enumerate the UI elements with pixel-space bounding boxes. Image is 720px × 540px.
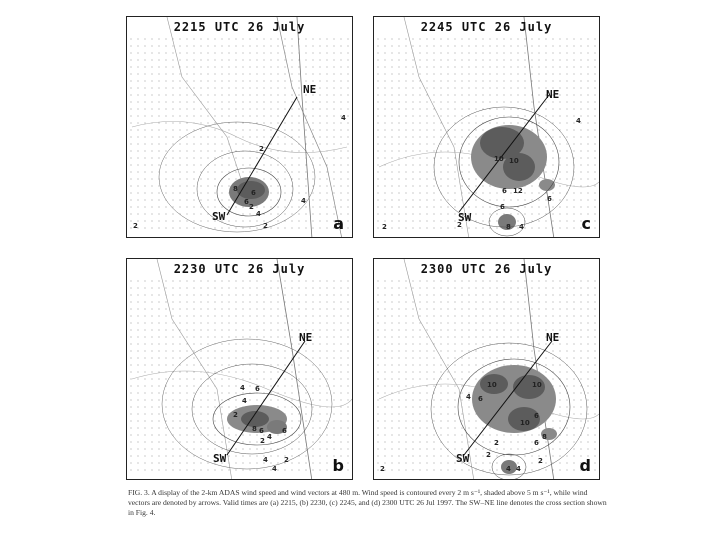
contour-value: 4: [576, 117, 581, 125]
contour-value: 6: [255, 385, 260, 393]
contour-value: 10: [487, 381, 497, 389]
sw-label: SW: [212, 210, 226, 223]
contour-value: 4: [519, 223, 524, 231]
contour-value: 2: [486, 451, 491, 459]
contour-value: 2: [249, 203, 254, 211]
wind-field-map: [127, 259, 353, 480]
contour-value: 2: [259, 145, 264, 153]
sw-label: SW: [213, 452, 227, 465]
panel-letter: d: [579, 456, 591, 475]
contour-value: 4: [240, 384, 245, 392]
contour-value: 6: [547, 195, 552, 203]
contour-value: 4: [301, 197, 306, 205]
ne-label: NE: [303, 83, 317, 96]
panel-time-title: 2215 UTC 26 July: [173, 20, 306, 34]
contour-value: 2: [382, 223, 387, 231]
contour-value: 10: [509, 157, 519, 165]
ne-label: NE: [546, 331, 560, 344]
sw-label: SW: [458, 211, 472, 224]
contour-value: 10: [494, 155, 504, 163]
wind-field-map: [374, 259, 600, 480]
figure-caption: FIG. 3. A display of the 2-km ADAS wind speed and wind vectors at 480 m. Wind speed is contoured every 2 m s⁻¹, shaded above 5 m s⁻¹, while wind vectors are denoted by arrows. Valid times are (a) 2215, (b) 2230, (c) 2245, and (d) 2300 UTC 26 Jul 1997. The SW–NE line denotes the cross section shown in Fig. 4.: [128, 488, 607, 517]
contour-value: 12: [513, 187, 523, 195]
contour-value: 6: [259, 427, 264, 435]
contour-value: 8: [233, 185, 238, 193]
contour-value: 6: [534, 439, 539, 447]
contour-value: 2: [284, 456, 289, 464]
contour-value: 2: [380, 465, 385, 473]
panel-c: [373, 16, 600, 238]
contour-value: 4: [341, 114, 346, 122]
contour-value: 4: [267, 433, 272, 441]
panel-letter: b: [332, 456, 344, 475]
contour-value: 6: [251, 189, 256, 197]
contour-value: 4: [242, 397, 247, 405]
panel-a: [126, 16, 353, 238]
panel-time-title: 2300 UTC 26 July: [420, 262, 553, 276]
contour-value: 8: [252, 425, 257, 433]
contour-value: 2: [260, 437, 265, 445]
contour-value: 2: [457, 221, 462, 229]
ne-label: NE: [546, 88, 560, 101]
panel-letter: a: [333, 214, 344, 233]
contour-value: 2: [133, 222, 138, 230]
contour-value: 8: [542, 433, 547, 441]
sw-label: SW: [456, 452, 470, 465]
contour-value: 8: [506, 223, 511, 231]
contour-value: 6: [282, 427, 287, 435]
contour-value: 4: [263, 456, 268, 464]
contour-value: 2: [538, 457, 543, 465]
panel-letter: c: [581, 214, 591, 233]
contour-value: 6: [478, 395, 483, 403]
panel-b: [126, 258, 353, 480]
contour-value: 4: [506, 465, 511, 473]
contour-value: 10: [532, 381, 542, 389]
contour-value: 6: [502, 187, 507, 195]
contour-value: 2: [263, 222, 268, 230]
contour-value: 4: [466, 393, 471, 401]
panel-time-title: 2230 UTC 26 July: [173, 262, 306, 276]
panel-d: [373, 258, 600, 480]
contour-value: 2: [233, 411, 238, 419]
panel-time-title: 2245 UTC 26 July: [420, 20, 553, 34]
contour-value: 4: [516, 465, 521, 473]
contour-value: 6: [500, 203, 505, 211]
contour-value: 6: [534, 412, 539, 420]
wind-field-map: [127, 17, 353, 238]
ne-label: NE: [299, 331, 313, 344]
contour-value: 4: [272, 465, 277, 473]
wind-field-map: [374, 17, 600, 238]
contour-value: 10: [520, 419, 530, 427]
contour-value: 6: [244, 198, 249, 206]
contour-value: 2: [494, 439, 499, 447]
contour-value: 4: [256, 210, 261, 218]
